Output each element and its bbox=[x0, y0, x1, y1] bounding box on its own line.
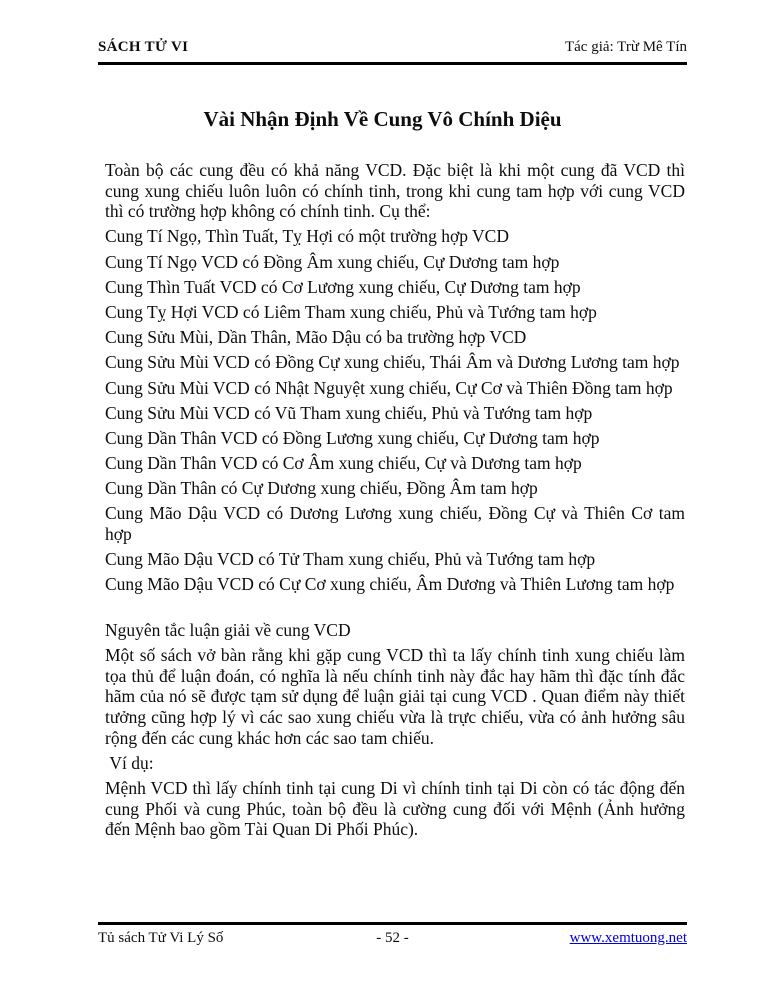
page-header bbox=[98, 38, 687, 65]
paragraph: Cung Mão Dậu VCD có Tử Tham xung chiếu, Phủ và Tướng tam hợp bbox=[105, 549, 596, 570]
paragraph: Toàn bộ các cung đều có khả năng VCD. Đặc biệt là khi một cung đã VCD thì cung xung chiếu luôn luôn có chính tinh, trong khi cung tam hợp với cung VCD thì có trường hợp không có chính tinh. Cụ thể: bbox=[105, 160, 690, 222]
paragraph: Cung Mão Dậu VCD có Dương Lương xung chiếu, Đồng Cự và Thiên Cơ tam hợp bbox=[105, 503, 690, 545]
header-author: Tác giả: Trừ Mê Tín bbox=[564, 39, 687, 55]
paragraph: Một số sách vở bàn rằng khi gặp cung VCD thì ta lấy chính tinh xung chiếu làm tọa thủ để luận đoán, có nghĩa là nếu chính tinh này đắc hay hãm thì đặc tính đắc hãm của nó sẽ được tạm sử dụng để luận giải tại cung VCD . Quan điểm này thiết tưởng cũng hợp lý vì các sao xung chiếu vừa là trực chiếu, vừa có ảnh hưởng sâu rộng đến các cung khác hơn các sao tam chiếu. bbox=[105, 645, 690, 748]
paragraph: Cung Dần Thân VCD có Cơ Âm xung chiếu, Cự và Dương tam hợp bbox=[105, 453, 582, 474]
page-title: Vài Nhận Định Về Cung Vô Chính Diệu bbox=[203, 107, 562, 131]
paragraph: Cung Sửu Mùi VCD có Vũ Tham xung chiếu, Phủ và Tướng tam hợp bbox=[105, 402, 593, 423]
footer-page-number: - 52 - bbox=[376, 930, 409, 946]
paragraph: Ví dụ: bbox=[105, 752, 154, 773]
paragraph: Mệnh VCD thì lấy chính tinh tại cung Di vì chính tinh tại Di còn có tác động đến cung Phối và cung Phúc, toàn bộ đều là cường cung đối với Mệnh (Ảnh hưởng đến Mệnh bao gồm Tài Quan Di Phối Phúc). bbox=[105, 777, 690, 840]
footer-series-title: Tủ sách Tử Vi Lý Số bbox=[98, 930, 224, 946]
footer-link-area bbox=[491, 929, 687, 948]
paragraph: Cung Tỵ Hợi VCD có Liêm Tham xung chiếu, Phủ và Tướng tam hợp bbox=[105, 301, 597, 322]
header-book-title: SÁCH TỬ VI bbox=[98, 39, 189, 55]
paragraph: Cung Sửu Mùi VCD có Đồng Cự xung chiếu, Thái Âm và Dương Lương tam hợp bbox=[105, 352, 680, 373]
paragraph: Cung Mão Dậu VCD có Cự Cơ xung chiếu, Âm Dương và Thiên Lương tam hợp bbox=[105, 574, 675, 595]
paragraph: Cung Dần Thân có Cự Dương xung chiếu, Đồng Âm tam hợp bbox=[105, 478, 538, 499]
paragraph: Cung Tí Ngọ VCD có Đồng Âm xung chiếu, Cự Dương tam hợp bbox=[105, 251, 560, 272]
document-body bbox=[105, 160, 690, 844]
paragraph: Cung Sửu Mùi VCD có Nhật Nguyệt xung chiếu, Cự Cơ và Thiên Đồng tam hợp bbox=[105, 377, 673, 398]
paragraph: Cung Tí Ngọ, Thìn Tuất, Tỵ Hợi có một trường hợp VCD bbox=[105, 226, 509, 247]
paragraph: Nguyên tắc luận giải về cung VCD bbox=[105, 620, 351, 640]
footer-website-link[interactable]: www.xemtuong.net bbox=[569, 930, 687, 946]
page-footer bbox=[98, 922, 687, 948]
paragraph: Cung Thìn Tuất VCD có Cơ Lương xung chiếu, Cự Dương tam hợp bbox=[105, 276, 581, 297]
paragraph: Cung Sửu Mùi, Dần Thân, Mão Dậu có ba trường hợp VCD bbox=[105, 327, 527, 348]
paragraph: Cung Dần Thân VCD có Đồng Lương xung chiếu, Cự Dương tam hợp bbox=[105, 427, 600, 448]
